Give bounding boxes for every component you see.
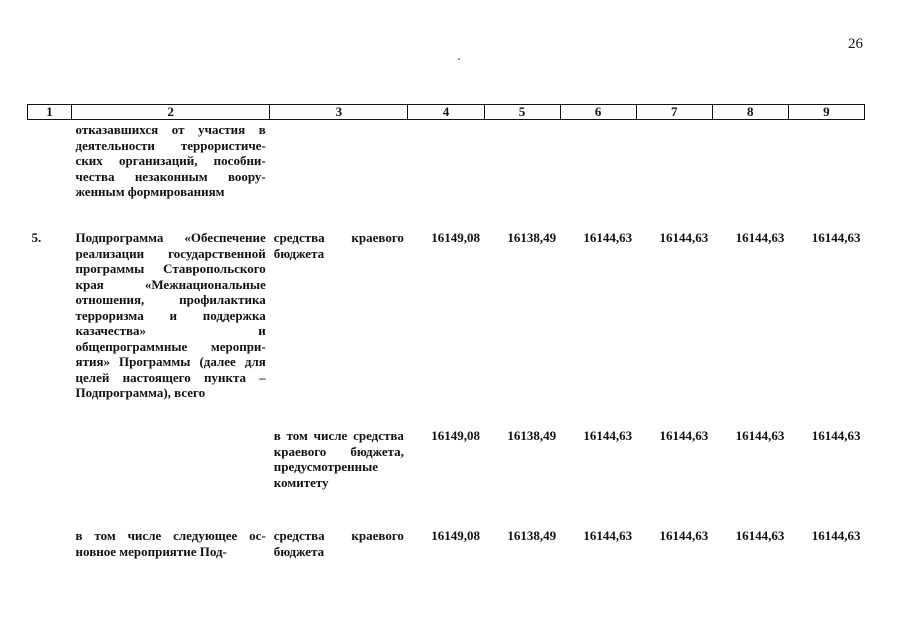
row-value: 16138,49 xyxy=(507,230,557,245)
row-value xyxy=(788,120,864,231)
row-value: 16138,49 xyxy=(507,428,557,443)
row-index xyxy=(28,528,72,568)
column-header: 7 xyxy=(636,105,712,120)
row-value: 16149,08 xyxy=(431,428,481,443)
row-value: 16144,63 xyxy=(583,428,633,443)
row-value: 16144,63 xyxy=(811,528,861,543)
row-value: 16144,63 xyxy=(811,230,861,245)
scan-speck xyxy=(458,58,460,60)
table-row xyxy=(28,428,865,528)
row-value: 16144,63 xyxy=(583,230,633,245)
row-source xyxy=(270,120,408,231)
row-value xyxy=(560,120,636,231)
row-value: 16149,08 xyxy=(431,528,481,543)
row-name: в том числе следующее основное мероприятие Под- xyxy=(75,528,266,559)
column-header: 5 xyxy=(484,105,560,120)
row-value: 16144,63 xyxy=(735,428,785,443)
row-value: 16144,63 xyxy=(659,428,709,443)
row-value xyxy=(408,120,484,231)
table-row xyxy=(28,528,865,568)
column-header: 9 xyxy=(788,105,864,120)
row-value: 16144,63 xyxy=(811,428,861,443)
row-value: 16144,63 xyxy=(659,230,709,245)
page-number: 26 xyxy=(848,36,863,52)
column-header: 3 xyxy=(270,105,408,120)
column-header: 8 xyxy=(712,105,788,120)
column-header: 1 xyxy=(28,105,72,120)
row-value: 16144,63 xyxy=(659,528,709,543)
row-value: 16144,63 xyxy=(583,528,633,543)
row-value xyxy=(636,120,712,231)
row-index: 5. xyxy=(31,230,42,245)
row-value: 16138,49 xyxy=(507,528,557,543)
row-name: отказавшихся от участия в деятельности террористических организаций, пособничества незаконным вооруженным формированиям xyxy=(75,122,266,199)
table-row xyxy=(28,120,865,231)
row-name: Подпрограмма «Обеспечение реализации государственной программы Ставропольского края «Межнациональные отношения, профилактика терроризма и поддержка казачества» и общепрограммные мероприятия» Программы (далее для целей настоящего пункта – Подпрограмма), всего xyxy=(75,230,266,400)
row-index xyxy=(28,428,72,528)
row-index xyxy=(28,120,72,231)
row-name xyxy=(72,428,270,528)
row-source: средства краевого бюджета xyxy=(273,230,404,261)
column-header: 6 xyxy=(560,105,636,120)
budget-table xyxy=(27,104,865,568)
column-header: 2 xyxy=(72,105,270,120)
row-value xyxy=(484,120,560,231)
row-source: в том числе средства краевого бюджета, предусмотренные комитету xyxy=(273,428,404,490)
column-header: 4 xyxy=(408,105,484,120)
table-header-row xyxy=(28,105,865,120)
table-row xyxy=(28,230,865,428)
row-value xyxy=(712,120,788,231)
row-value: 16149,08 xyxy=(431,230,481,245)
row-value: 16144,63 xyxy=(735,230,785,245)
row-source: средства краевого бюджета xyxy=(273,528,404,559)
row-value: 16144,63 xyxy=(735,528,785,543)
